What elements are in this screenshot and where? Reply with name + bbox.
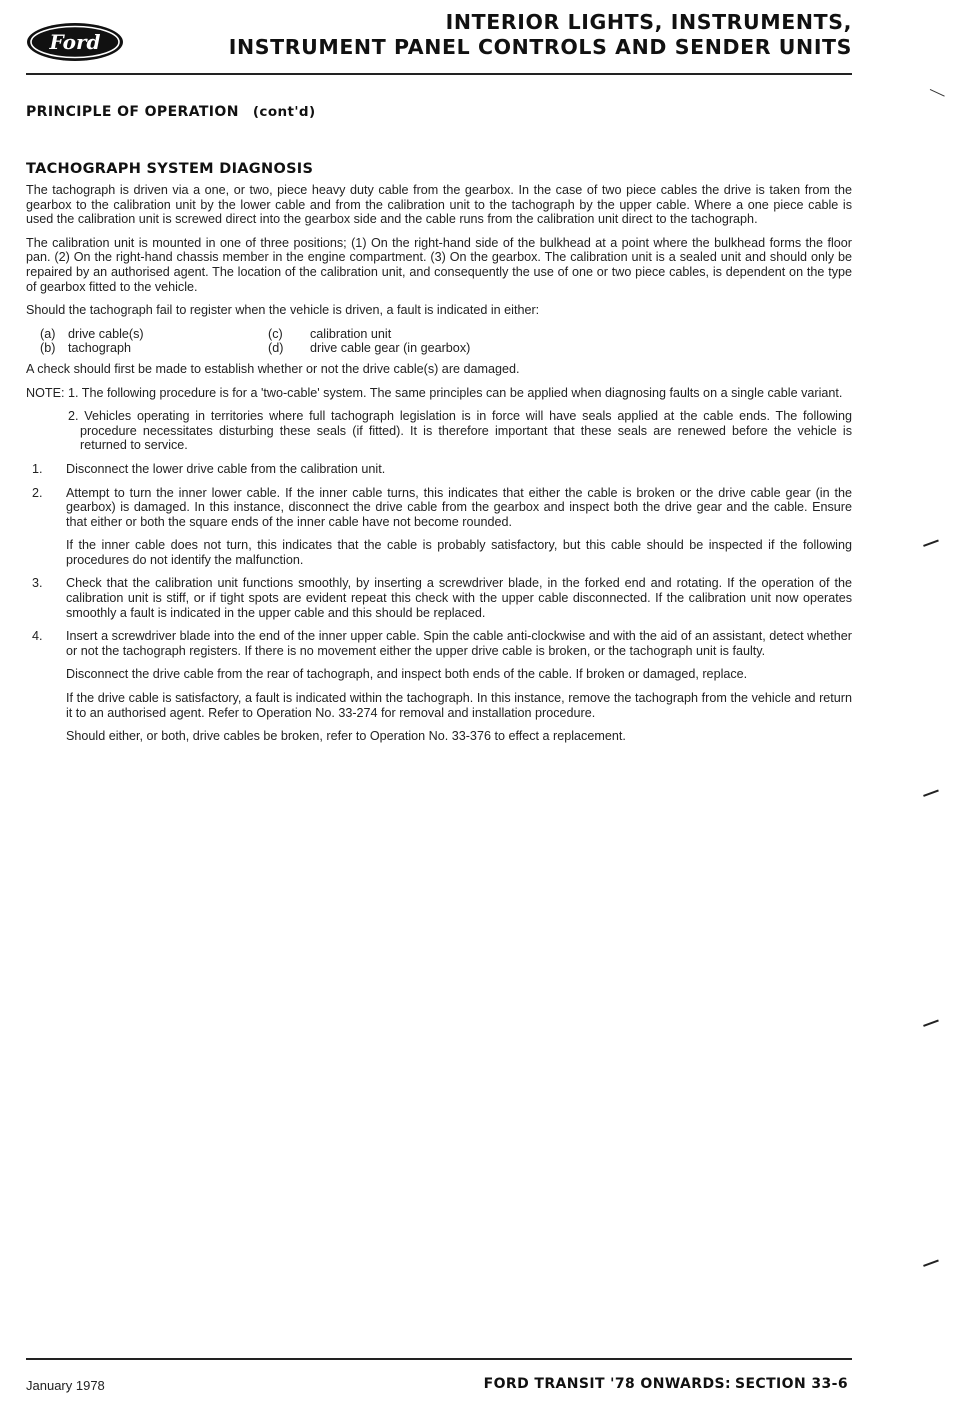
procedure-step [26, 486, 852, 530]
procedure-step [26, 538, 852, 567]
scan-edge-mark [923, 790, 941, 803]
step-number [26, 667, 66, 682]
step-number [26, 538, 66, 567]
paragraph-check-cables: A check should first be made to establish whether or not the drive cable(s) are damaged. [26, 361, 520, 376]
step-text: Disconnect the lower drive cable from the calibration unit. [66, 461, 386, 476]
footer-date: January 1978 [26, 1378, 105, 1393]
step-text: Disconnect the drive cable from the rear of tachograph, and inspect both ends of the cable. If broken or damaged, replace. [66, 667, 748, 682]
footer-title [484, 1376, 852, 1392]
scan-edge-mark [923, 540, 941, 553]
step-number [26, 729, 66, 744]
paragraph-fault-intro: Should the tachograph fail to register when the vehicle is driven, a fault is indicated in either: [26, 303, 540, 318]
fault-label: (b) [40, 341, 56, 356]
section-heading-text: PRINCIPLE OF OPERATION [26, 104, 239, 120]
procedure-step [26, 667, 852, 682]
scan-edge-mark [923, 1020, 941, 1033]
fault-item: calibration unit [310, 326, 392, 341]
step-text: Attempt to turn the inner lower cable. If the inner cable turns, this indicates that either the cable is broken or the drive cable gear (in the gearbox) is damaged. In this instance, disconnect the drive cable from the gearbox and inspect both the drive gear and the cable. Ensure that either or both the square ends of the inner cable have not become rounded. [66, 485, 852, 529]
header-title-line2: INSTRUMENT PANEL CONTROLS AND SENDER UNITS [228, 35, 852, 59]
procedure-step [26, 691, 852, 720]
header-rule [26, 73, 852, 75]
section-continued: (cont'd) [252, 104, 316, 120]
paragraph-calibration-unit: The calibration unit is mounted in one of three positions; (1) On the right-hand side of the bulkhead at a point where the bulkhead forms the floor pan. (2) On the right-hand chassis member in the engine compartment. (3) On the gearbox. The calibration unit is a sealed unit and should only be repaired by an authorised agent. The location of the calibration unit, and consequently the use of one or two piece cables, is dependent on the type of gearbox fitted to the vehicle. [26, 235, 852, 294]
fault-item: drive cable gear (in gearbox) [310, 341, 471, 356]
procedure-step [26, 629, 852, 658]
procedure-step [26, 729, 852, 744]
document-body [26, 183, 852, 753]
step-number: 3. [32, 576, 43, 591]
note-2: 2. Vehicles operating in territories where full tachograph legislation is in force will have seals applied at the cable ends. The following procedure necessitates disturbing these seals (if fitted). It is therefore important that these seals are renewed before the vehicle is returned to service. [68, 409, 852, 453]
footer-rule [26, 1358, 852, 1360]
step-number: 2. [32, 485, 43, 500]
step-text: If the drive cable is satisfactory, a fault is indicated within the tachograph. In this instance, remove the tachograph from the vehicle and return it to an authorised agent. Refer to Operation No. 33-274 for removal and installation procedure. [66, 691, 852, 720]
logo-text: Ford [49, 30, 101, 54]
fault-list [26, 327, 852, 356]
paragraph-drive: The tachograph is driven via a one, or two, piece heavy duty cable from the gearbox. In the case of two piece cables the drive is taken from the gearbox to the calibration unit by the lower cable and from the calibration unit to the tachograph by the upper cable. Where a one piece cable is used the calibration unit is screwed direct into the gearbox side and the cable runs from the calibration unit direct to the tachograph. [26, 183, 852, 227]
procedure-step [26, 576, 852, 620]
note-1: NOTE: 1. The following procedure is for a 'two-cable' system. The same principles can be applied when diagnosing faults on a single cable variant. [26, 385, 843, 400]
header-title-line1: INTERIOR LIGHTS, INSTRUMENTS, [445, 10, 852, 34]
fault-label: (c) [268, 326, 283, 341]
footer-section: SECTION 33-6 [734, 1376, 848, 1392]
step-text: Insert a screwdriver blade into the end of the inner upper cable. Spin the cable anti-clockwise and with the aid of an assistant, detect whether or not the tachograph registers. If there is no movement either the upper drive cable is broken, or the tachograph unit is faulty. [66, 629, 852, 658]
ford-logo [26, 22, 124, 62]
subsection-heading: TACHOGRAPH SYSTEM DIAGNOSIS [26, 161, 314, 177]
procedure-step [26, 462, 852, 477]
step-number [26, 691, 66, 720]
fault-item: drive cable(s) [68, 326, 144, 341]
step-text: Check that the calibration unit functions smoothly, by inserting a screwdriver blade, in the forked end and rotating. If the operation of the calibration unit is stiff, or if tight spots are evident repeat this check with the upper cable disconnected. If the calibration unit now operates smoothly a fault is indicated in the upper cable and this should be replaced. [66, 576, 852, 620]
step-number: 1. [32, 461, 43, 476]
step-text: If the inner cable does not turn, this indicates that the cable is probably satisfactory, but this cable should be inspected if the following procedures do not identify the malfunction. [66, 538, 852, 567]
section-heading [26, 104, 316, 120]
scan-edge-mark [923, 1260, 941, 1273]
footer-publication: FORD TRANSIT '78 ONWARDS: [483, 1376, 731, 1392]
fault-label: (a) [40, 326, 56, 341]
step-text: Should either, or both, drive cables be broken, refer to Operation No. 33-376 to effect a replacement. [66, 729, 626, 744]
fault-item: tachograph [68, 341, 132, 356]
fault-label: (d) [268, 341, 284, 356]
page-header-title [229, 10, 852, 60]
scan-edge-mark [927, 89, 944, 102]
step-number: 4. [32, 629, 43, 644]
